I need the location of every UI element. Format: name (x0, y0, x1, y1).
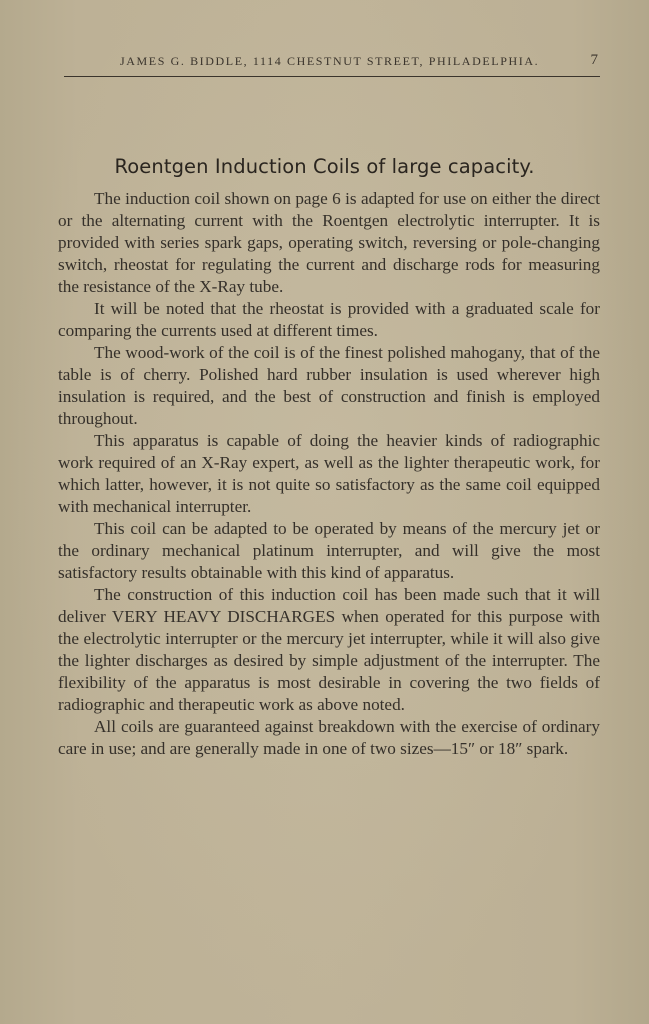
running-head (64, 52, 600, 77)
running-head-text: JAMES G. BIDDLE, 1114 CHESTNUT STREET, PHILADELPHIA. (120, 54, 540, 68)
paragraph: The wood-work of the coil is of the finest polished mahogany, that of the table is of cherry. Polished hard rubber insulation is used wherever high insulation is required, and the best of construction and finish is employed throughout. (58, 343, 600, 428)
paragraph: The induction coil shown on page 6 is adapted for use on either the direct or the alternating current with the Roentgen electrolytic interrupter. It is provided with series spark gaps, operating switch, reversing or pole-changing switch, rheostat for regulating the current and discharge rods for measuring the resistance of the X-Ray tube. (58, 189, 600, 296)
body-text (58, 188, 600, 760)
paragraph: The construction of this induction coil has been made such that it will deliver VERY HEAVY DISCHARGES when operated for this purpose with the electrolytic interrupter or the mercury jet interrupter, while it will also give the lighter discharges as desired by simple adjustment of the interrupter. The flexibility of the apparatus is most desirable in covering the two fields of radiographic and therapeutic work as above noted. (58, 585, 600, 714)
paragraph: All coils are guaranteed against breakdown with the exercise of ordinary care in use; and are generally made in one of two sizes—15″ or 18″ spark. (58, 717, 600, 758)
page-number: 7 (590, 52, 598, 68)
section-title: Roentgen Induction Coils of large capacity. (114, 155, 535, 178)
paragraph: It will be noted that the rheostat is provided with a graduated scale for comparing the currents used at different times. (58, 299, 600, 340)
paragraph: This apparatus is capable of doing the heavier kinds of radiographic work required of an X-Ray expert, as well as the lighter therapeutic work, for which latter, however, it is not quite so satisfactory as the same coil equipped with mechanical interrupter. (58, 431, 600, 516)
paragraph: This coil can be adapted to be operated by means of the mercury jet or the ordinary mechanical platinum interrupter, and will give the most satisfactory results obtainable with this kind of apparatus. (58, 519, 600, 582)
